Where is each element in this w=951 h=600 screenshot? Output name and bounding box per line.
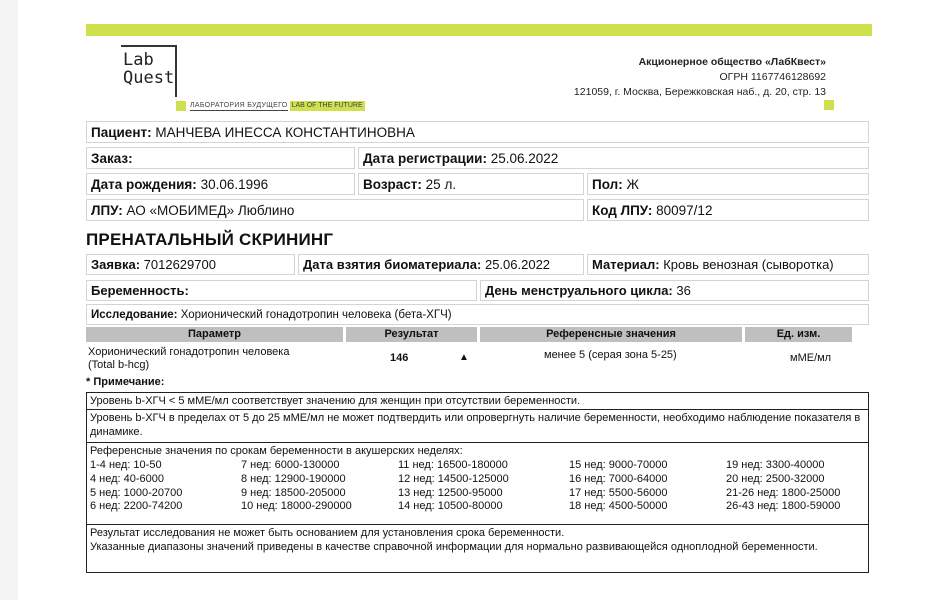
result-value: 146 [390, 352, 409, 364]
logo-tagline [176, 100, 365, 111]
ref-item: 17 нед: 5500-56000 [569, 486, 668, 499]
ref-item: 4 нед: 40-6000 [90, 472, 165, 485]
header-result: Результат [346, 327, 477, 342]
param-line-1: Хорионический гонадотропин человека [88, 346, 290, 358]
pregnancy-row [86, 280, 869, 301]
note-label: * Примечание: [86, 376, 165, 388]
reg-date-label: Дата регистрации: [363, 151, 487, 166]
note-box-2 [86, 409, 869, 443]
reference-ranges-title: Референсные значения по срокам беременности в акушерских неделях: [90, 445, 463, 457]
patient-label: Пациент: [91, 125, 152, 140]
study-row [86, 304, 869, 325]
table-row [86, 346, 872, 374]
ref-column-3 [398, 459, 569, 514]
results-table-header [86, 327, 852, 342]
final-note-line-2: Указанные диапазоны значений приведены в качестве справочной информации для нормально развивающейся одноплодной беременности. [90, 541, 818, 553]
birth-label: Дата рождения: [91, 177, 197, 192]
ref-item: 7 нед: 6000-130000 [241, 459, 340, 471]
ref-item: 13 нед: 12500-95000 [398, 486, 503, 499]
param-name [88, 346, 328, 372]
birth-cell [86, 173, 355, 195]
age-value: 25 л. [425, 177, 457, 192]
lpu-code-label: Код ЛПУ: [592, 203, 653, 218]
header-square-icon [824, 100, 834, 110]
sample-date-cell [298, 254, 584, 275]
final-note-box [86, 524, 869, 573]
study-label: Исследование: [91, 309, 178, 321]
sex-value: Ж [626, 177, 639, 192]
material-value: Кровь венозная (сыворотка) [663, 257, 834, 272]
request-row [86, 254, 869, 275]
ref-column-2 [241, 459, 398, 514]
note-line-1: Уровень b-ХГЧ < 5 мМЕ/мл соответствует значению для женщин при отсутствии беременности. [90, 395, 581, 407]
header-unit: Ед. изм. [745, 327, 852, 342]
header-accent-bar [86, 24, 872, 36]
request-label: Заявка: [91, 257, 141, 272]
company-address: 121059, г. Москва, Бережковская наб., д. 20, стр. 13 [573, 86, 826, 98]
logo-text-lab: Lab [123, 50, 154, 70]
high-flag-icon: ▲ [459, 352, 469, 363]
reference-value: менее 5 (серая зона 5-25) [544, 349, 677, 361]
cycle-label: День менструального цикла: [485, 283, 673, 298]
ref-column-5 [726, 459, 866, 514]
ref-item: 12 нед: 14500-125000 [398, 472, 509, 485]
company-name: Акционерное общество «ЛабКвест» [638, 56, 826, 68]
lpu-code-cell [587, 199, 869, 221]
param-line-2: (Total b-hcg) [88, 359, 150, 371]
ref-item: 26-43 нед: 1800-59000 [726, 500, 841, 513]
lpu-code-value: 80097/12 [656, 203, 713, 218]
note-line-2: Уровень b-ХГЧ в пределах от 5 до 25 мМЕ/мл не может подтвердить или опровергнуть наличие беременности, необходимо наблюдение показателя в динамике. [90, 412, 861, 438]
ref-item: 19 нед: 3300-40000 [726, 459, 825, 471]
unit-value: мМЕ/мл [790, 352, 832, 364]
header-reference: Референсные значения [480, 327, 742, 342]
tagline-ru: ЛАБОРАТОРИЯ БУДУЩЕГО [190, 101, 288, 109]
ref-item: 5 нед: 1000-20700 [90, 486, 183, 499]
left-margin-strip [0, 0, 18, 600]
sex-label: Пол: [592, 177, 623, 192]
ref-item: 1-4 нед: 10-50 [90, 459, 162, 471]
patient-row [86, 121, 869, 143]
ref-item: 8 нед: 12900-190000 [241, 472, 346, 485]
lpu-value: АО «МОБИМЕД» Люблино [126, 203, 295, 218]
order-cell [86, 147, 355, 169]
reference-ranges-box [86, 442, 869, 525]
ref-item: 11 нед: 16500-180000 [398, 459, 508, 471]
reg-date-cell [358, 147, 869, 169]
cycle-value: 36 [676, 283, 691, 298]
section-title: ПРЕНАТАЛЬНЫЙ СКРИНИНГ [86, 230, 334, 249]
ref-item: 18 нед: 4500-50000 [569, 500, 668, 513]
ref-column-1 [90, 459, 241, 514]
tagline-en: LAB OF THE FUTURE [291, 101, 363, 109]
ref-item: 15 нед: 9000-70000 [569, 459, 668, 471]
lpu-row [86, 199, 869, 221]
study-cell [86, 304, 869, 325]
ref-item: 21-26 нед: 1800-25000 [726, 486, 841, 499]
patient-name: МАНЧЕВА ИНЕССА КОНСТАНТИНОВНА [155, 125, 415, 140]
ref-item: 6 нед: 2200-74200 [90, 500, 183, 513]
cycle-cell [480, 280, 869, 301]
ref-column-4 [569, 459, 726, 514]
final-note-line-1: Результат исследования не может быть основанием для установления срока беременности. [90, 527, 565, 539]
material-label: Материал: [592, 257, 660, 272]
lpu-cell [86, 199, 584, 221]
labquest-logo [121, 45, 181, 105]
ref-item: 20 нед: 2500-32000 [726, 472, 825, 485]
age-cell [358, 173, 584, 195]
age-label: Возраст: [363, 177, 422, 192]
sample-date-label: Дата взятия биоматериала: [303, 257, 482, 272]
tagline-square-icon [176, 101, 186, 111]
note-box-1 [86, 392, 869, 410]
patient-cell [86, 121, 869, 143]
sex-cell [587, 173, 869, 195]
ref-item: 14 нед: 10500-80000 [398, 500, 503, 513]
birth-value: 30.06.1996 [200, 177, 269, 192]
reg-date-value: 25.06.2022 [490, 151, 559, 166]
order-row [86, 147, 869, 169]
birth-row [86, 173, 869, 195]
material-cell [587, 254, 869, 275]
pregnancy-label: Беременность: [91, 283, 189, 298]
header-param: Параметр [86, 327, 343, 342]
pregnancy-cell [86, 280, 477, 301]
company-ogrn: ОГРН 1167746128692 [719, 71, 826, 83]
sample-date-value: 25.06.2022 [484, 257, 551, 272]
reference-ranges-grid [90, 459, 865, 514]
request-cell [86, 254, 295, 275]
ref-item: 16 нед: 7000-64000 [569, 472, 668, 485]
request-value: 7012629700 [143, 257, 216, 272]
order-label: Заказ: [91, 151, 133, 166]
ref-item: 10 нед: 18000-290000 [241, 500, 352, 513]
study-value: Хорионический гонадотропин человека (бета-ХГЧ) [180, 309, 452, 321]
lpu-label: ЛПУ: [91, 203, 123, 218]
logo-text-quest: Quest [123, 68, 175, 88]
company-info [574, 55, 826, 100]
ref-item: 9 нед: 18500-205000 [241, 486, 346, 499]
